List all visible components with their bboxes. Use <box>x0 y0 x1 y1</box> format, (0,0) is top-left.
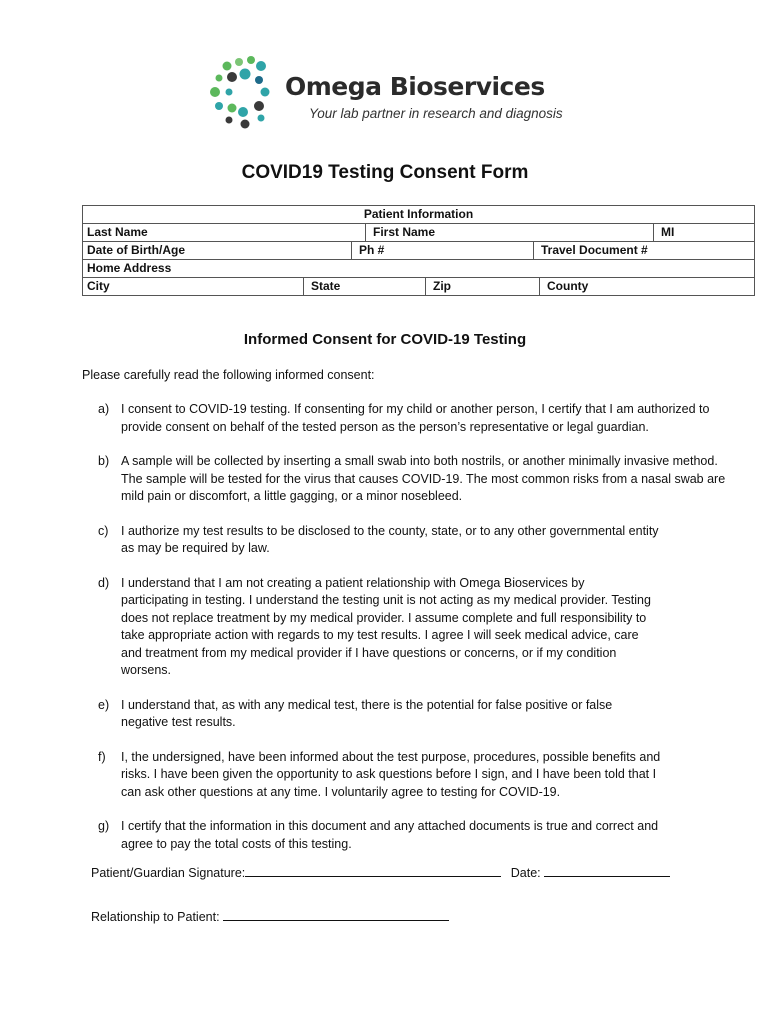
patient-info-heading: Patient Information <box>363 207 474 221</box>
consent-item-g <box>82 818 752 853</box>
consent-item-f <box>82 749 752 802</box>
item-line: The sample will be tested for the virus that causes COVID-19. The most common risks from a nasal swab are <box>121 471 726 486</box>
date-line[interactable] <box>544 862 670 877</box>
item-line: mild pain or discomfort, a little gagging, or a minor nosebleed. <box>121 489 463 503</box>
omega-logo-icon <box>205 52 285 132</box>
item-line: I understand that I am not creating a patient relationship with Omega Bioservices by <box>121 575 585 590</box>
signature-row <box>91 862 670 880</box>
consent-item-d <box>82 575 752 680</box>
dob-age-field[interactable]: Date of Birth/Age <box>87 243 186 257</box>
last-name-field[interactable]: Last Name <box>87 225 148 239</box>
middle-initial-field[interactable]: MI <box>661 225 675 239</box>
relationship-label: Relationship to Patient: <box>91 910 220 924</box>
item-line: I authorize my test results to be disclosed to the county, state, or to any other governmental entity <box>121 523 659 538</box>
city-field[interactable]: City <box>87 279 110 293</box>
item-line: risks. I have been given the opportunity to ask questions before I sign, and I have been told that I <box>121 767 657 781</box>
item-line: as may be required by law. <box>121 541 270 555</box>
zip-field[interactable]: Zip <box>433 279 451 293</box>
home-address-field[interactable]: Home Address <box>87 261 172 275</box>
logo-name: Omega Bioservices <box>285 72 545 101</box>
item-line: take appropriate action with regards to my test results. I agree I will seek medical advice, care <box>121 628 639 642</box>
item-marker: a) <box>98 402 110 416</box>
item-line: I certify that the information in this document and any attached documents is true and correct and <box>121 819 659 833</box>
signature-label: Patient/Guardian Signature: <box>91 866 246 880</box>
item-marker: c) <box>98 523 109 538</box>
patient-info-table <box>82 205 755 296</box>
relationship-row <box>91 906 449 924</box>
item-line: participating in testing. I understand the testing unit is not acting as my medical provider. Testing <box>121 593 651 607</box>
item-marker: e) <box>98 697 110 712</box>
consent-item-b <box>82 453 752 506</box>
state-field[interactable]: State <box>311 279 341 293</box>
logo-tagline: Your lab partner in research and diagnosis <box>309 106 563 121</box>
consent-intro: Please carefully read the following informed consent: <box>82 368 375 382</box>
item-line: worsens. <box>121 663 172 677</box>
consent-item-e <box>82 697 752 732</box>
item-line: can ask other questions at any time. I voluntarily agree to testing for COVID-19. <box>121 784 561 799</box>
consent-items <box>82 401 752 853</box>
consent-heading: Informed Consent for COVID-19 Testing <box>243 331 527 348</box>
item-line: agree to pay the total costs of this testing. <box>121 836 352 851</box>
consent-item-c <box>82 523 752 558</box>
consent-item-a <box>82 401 752 436</box>
item-line: and treatment from my medical provider if I have questions or concerns, or if my condition <box>121 645 617 660</box>
phone-field[interactable]: Ph # <box>359 243 385 257</box>
item-marker: g) <box>98 819 110 833</box>
item-marker: f) <box>98 749 106 764</box>
item-marker: d) <box>98 575 110 590</box>
item-line: negative test results. <box>121 715 236 729</box>
first-name-field[interactable]: First Name <box>373 225 436 239</box>
travel-document-field[interactable]: Travel Document # <box>541 243 648 257</box>
item-line: I understand that, as with any medical test, there is the potential for false positive or false <box>121 697 613 712</box>
item-marker: b) <box>98 454 110 468</box>
item-line: provide consent on behalf of the tested person as the person’s representative or legal guardian. <box>121 419 649 434</box>
item-line: does not replace treatment by my medical provider. I assume complete and full responsibility to <box>121 610 647 625</box>
form-title: COVID19 Testing Consent Form <box>241 162 529 183</box>
county-field[interactable]: County <box>547 279 589 293</box>
item-line: A sample will be collected by inserting a small swab into both nostrils, or another minimally invasive method. <box>121 454 718 468</box>
item-line: I consent to COVID-19 testing. If consenting for my child or another person, I certify that I am authorized to <box>121 402 710 416</box>
relationship-line[interactable] <box>223 906 449 921</box>
item-line: I, the undersigned, have been informed about the test purpose, procedures, possible benefits and <box>121 749 661 764</box>
date-label: Date: <box>510 866 541 880</box>
signature-line[interactable] <box>245 862 501 877</box>
company-logo <box>205 52 565 132</box>
